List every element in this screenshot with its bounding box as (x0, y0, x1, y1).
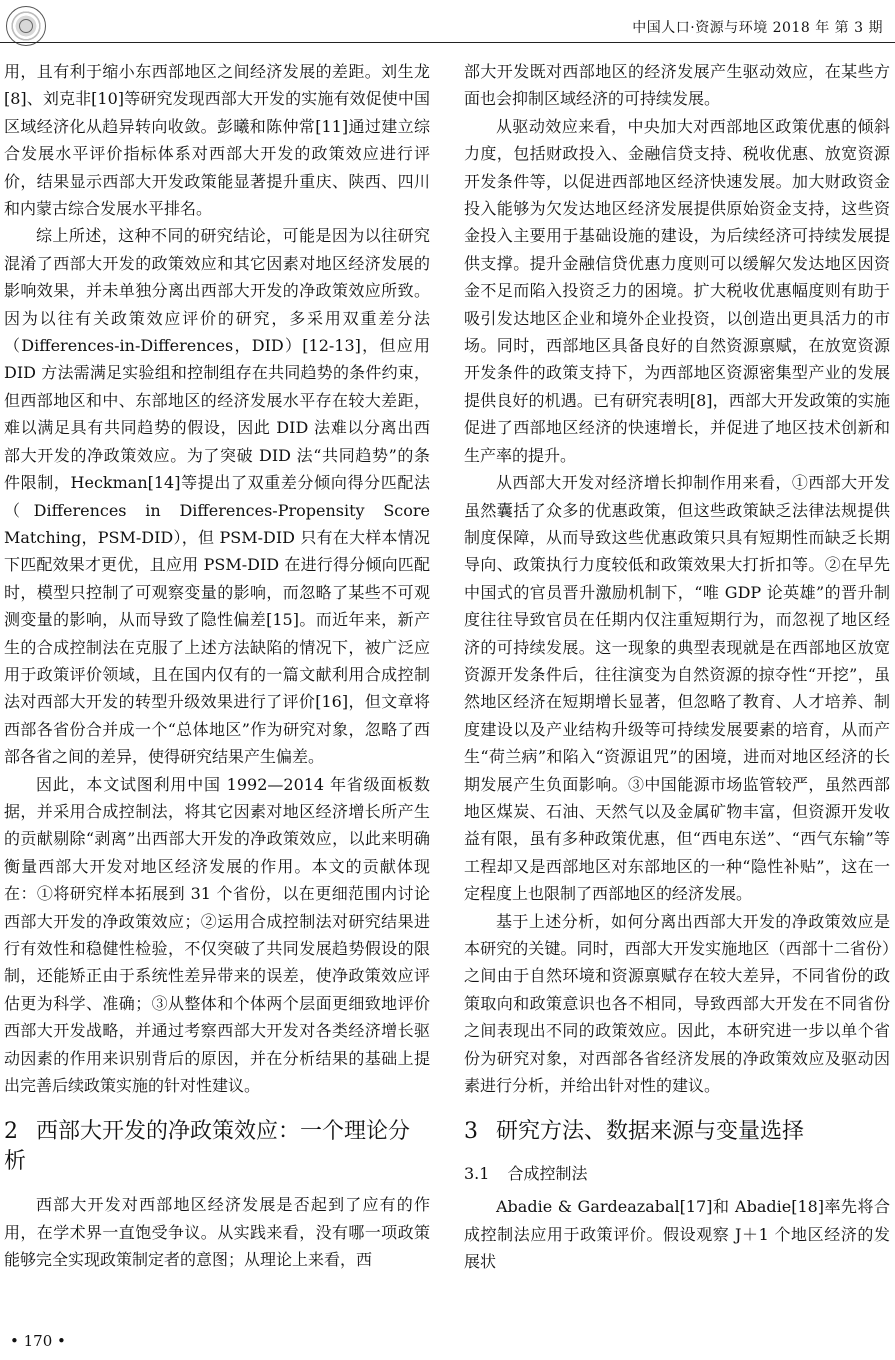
subsection-title: 合成控制法 (507, 1164, 588, 1184)
section-heading-3 (464, 1117, 890, 1147)
running-header: 中国人口·资源与环境 2018 年 第 3 期 (632, 20, 883, 36)
header-rule (0, 42, 895, 43)
subsection-number: 3.1 (464, 1164, 490, 1184)
journal-logo-icon (6, 6, 46, 46)
section-title: 研究方法、数据来源与变量选择 (496, 1119, 805, 1145)
right-column (464, 58, 890, 1338)
paragraph: 从驱动效应来看，中央加大对西部地区政策优惠的倾斜力度，包括财政投入、金融信贷支持、税收优惠、放宽资源开发条件等，以促进西部地区经济快速发展。加大财政资金投入能够为欠发达地区经济发展提供原始资金支持，这些资金投入主要用于基础设施的建设，为后续经济可持续发展提供支撑。提升金融信贷优惠力度则可以缓解欠发达地区因资金不足而陷入投资乏力的困境。扩大税收优惠幅度则有助于吸引发达地区企业和境外企业投资，以创造出更具活力的市场。同时，西部地区具备良好的自然资源禀赋，在放宽资源开发条件的政策支持下，为西部地区资源密集型产业的发展提供良好的机遇。已有研究表明[8]，西部大开发政策的实施促进了西部地区经济的快速增长，并促进了地区技术创新和生产率的提升。 (464, 116, 890, 465)
section-title: 西部大开发的净政策效应：一个理论分析 (4, 1119, 411, 1175)
subsection-heading-3-1 (464, 1161, 890, 1187)
paragraph: 基于上述分析，如何分离出西部大开发的净政策效应是本研究的关键。同时，西部大开发实施地区（西部十二省份）之间由于自然环境和资源禀赋存在较大差异，不同省份的政策取向和政策意识也各不相同，导致西部大开发在不同省份之间表现出不同的政策效应。因此，本研究进一步以单个省份为研究对象，对西部各省经济发展的净政策效应及驱动因素进行分析，并给出针对性的建议。 (464, 911, 890, 1096)
paragraph: 因此，本文试图利用中国 1992—2014 年省级面板数据，并采用合成控制法，将其它因素对地区经济增长所产生的贡献剔除“剥离”出西部大开发的净政策效应，以此来明确衡量西部大开发对地区经济发展的作用。本文的贡献体现在：①将研究样本拓展到 31 个省份，以在更细范围内讨论西部大开发的净政策效应；②运用合成控制法对研究结果进行有效性和稳健性检验，不仅突破了共同发展趋势假设的限制，还能矫正由于系统性差异带来的误差，使净政策效应评估更为科学、准确；③从整体和个体两个层面更细致地评价西部大开发战略，并通过考察西部大开发对各类经济增长驱动因素的作用来识别背后的原因，并在分析结果的基础上提出完善后续政策实施的针对性建议。 (4, 774, 430, 1096)
logo-center-icon (19, 19, 33, 33)
paragraph: 部大开发既对西部地区的经济发展产生驱动效应，在某些方面也会抑制区域经济的可持续发展。 (464, 62, 890, 109)
section-heading-2 (4, 1117, 430, 1177)
page-number: • 170 • (10, 1332, 66, 1350)
paragraph: 从西部大开发对经济增长抑制作用来看，①西部大开发虽然囊括了众多的优惠政策，但这些政策缺乏法律法规提供制度保障，从而导致这些优惠政策只具有短期性而缺乏长期导向、政策执行力度较低和政策效果大打折扣等。②在早先中国式的官员晋升激励机制下，“唯 GDP 论英雄”的晋升制度往往导致官员在任期内仅注重短期行为，而忽视了地区经济的可持续发展。这一现象的典型表现就是在西部地区放宽资源开发条件后，往往演变为自然资源的掠夺性“开挖”，虽然地区经济在短期增长显著，但忽略了教育、人才培养、制度建设以及产业结构升级等可持续发展要素的培育，从而产生“荷兰病”和陷入“资源诅咒”的困境，进而对地区经济的长期发展产生负面影响。③中国能源市场监管较严，虽然西部地区煤炭、石油、天然气以及金属矿物丰富，但资源开发收益有限，虽有多种政策优惠，但“西电东送”、“西气东输”等工程却又是西部地区对东部地区的一种“隐性补贴”，这在一定程度上也限制了西部地区的经济发展。 (464, 473, 890, 904)
paragraph: Abadie & Gardeazabal[17]和 Abadie[18]率先将合成控制法应用于政策评价。假设观察 J＋1 个地区经济的发展状 (464, 1197, 890, 1272)
section-number: 2 (4, 1119, 18, 1145)
paragraph: 综上所述，这种不同的研究结论，可能是因为以往研究混淆了西部大开发的政策效应和其它因素对地区经济发展的影响效果，并未单独分离出西部大开发的净政策效应所致。因为以往有关政策效应评价的研究，多采用双重差分法（Differences-in-Differences，DID）[12-13]，但应用 DID 方法需满足实验组和控制组存在共同趋势的条件约束，但西部地区和中、东部地区的经济发展水平存在较大差距，难以满足具有共同趋势的假设，因此 DID 法难以分离出西部大开发的净政策效应。为了突破 DID 法“共同趋势”的条件限制，Heckman[14]等提出了双重差分倾向得分匹配法（Differences in Differences-Propensity Score Matching，PSM-DID），但 PSM-DID 只有在大样本情况下匹配效果才更优，且应用 PSM-DID 在进行得分倾向匹配时，模型只控制了可观察变量的影响，而忽略了某些不可观测变量的影响，从而导致了隐性偏差[15]。而近年来，新产生的合成控制法在克服了上述方法缺陷的情况下，被广泛应用于政策评价领域，且在国内仅有的一篇文献利用合成控制法对西部大开发的转型升级效果进行了评价[16]，但文章将西部各省份合并成一个“总体地区”作为研究对象，忽略了西部各省之间的差异，使得研究结果产生偏差。 (4, 226, 430, 767)
left-column (4, 58, 430, 1338)
page-header (0, 0, 895, 42)
paragraph: 用，且有利于缩小东西部地区之间经济发展的差距。刘生龙[8]、刘克非[10]等研究发现西部大开发的实施有效促使中国区域经济化从趋异转向收敛。彭曦和陈仲常[11]通过建立综合发展水平评价指标体系对西部大开发的政策效应进行评价，结果显示西部大开发政策能显著提升重庆、陕西、四川和内蒙古综合发展水平排名。 (4, 62, 430, 219)
section-number: 3 (464, 1119, 478, 1145)
paragraph: 西部大开发对西部地区经济发展是否起到了应有的作用，在学术界一直饱受争议。从实践来看，没有哪一项政策能够完全实现政策制定者的意图；从理论上来看，西 (4, 1195, 430, 1270)
